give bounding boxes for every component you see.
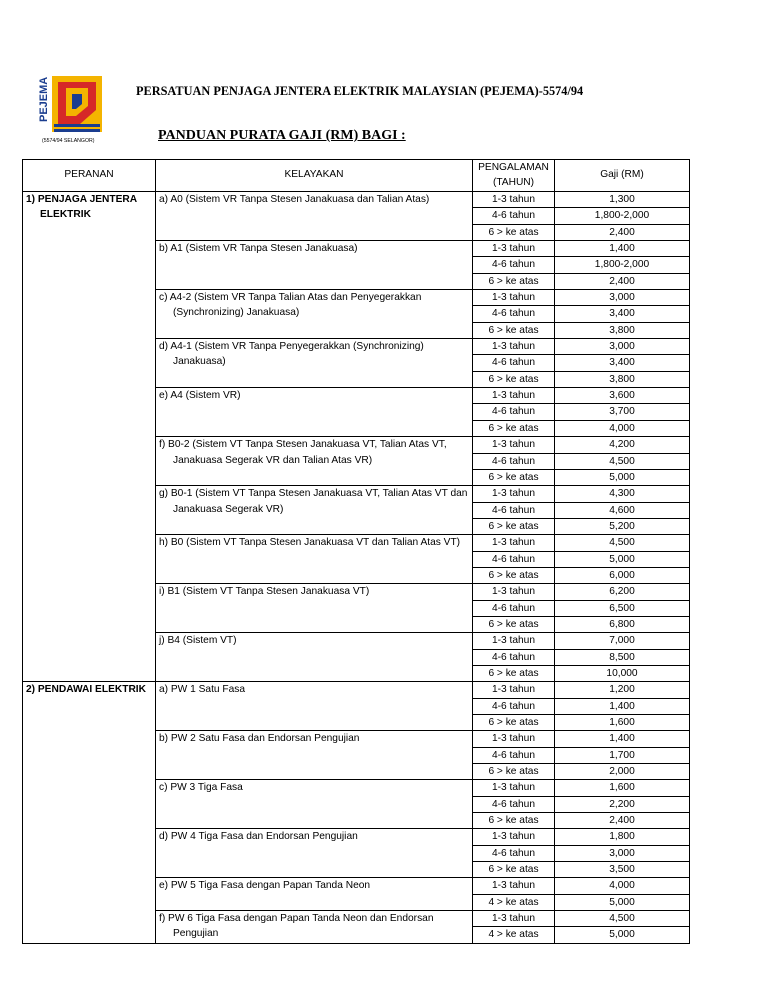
salary-cell: 1,400 [555, 731, 690, 747]
experience-cell: 4 > ke atas [473, 927, 555, 943]
logo-caption: (5574/94 SELANGOR) [42, 138, 95, 144]
experience-cell: 6 > ke atas [473, 567, 555, 583]
experience-cell: 6 > ke atas [473, 665, 555, 681]
experience-cell: 4-6 tahun [473, 845, 555, 861]
qualification-cell [156, 339, 473, 388]
salary-cell: 3,800 [555, 322, 690, 338]
experience-cell: 1-3 tahun [473, 829, 555, 845]
salary-cell: 1,800-2,000 [555, 208, 690, 224]
experience-cell: 4-6 tahun [473, 257, 555, 273]
experience-cell: 4-6 tahun [473, 404, 555, 420]
qualification-label: e) A4 (Sistem VR) [159, 390, 241, 402]
role-label: 1) PENJAGA JENTERA ELEKTRIK [26, 194, 137, 221]
salary-cell: 1,600 [555, 780, 690, 796]
qualification-label: a) A0 (Sistem VR Tanpa Stesen Janakuasa dan Talian Atas) [159, 194, 430, 205]
qualification-cell [156, 829, 473, 878]
qualification-label: i) B1 (Sistem VT Tanpa Stesen Janakuasa VT) [159, 586, 370, 598]
salary-cell: 4,200 [555, 437, 690, 453]
salary-cell: 8,500 [555, 649, 690, 665]
experience-cell: 4-6 tahun [473, 747, 555, 763]
salary-cell: 3,400 [555, 306, 690, 322]
qualification-cell [156, 878, 473, 911]
experience-cell: 1-3 tahun [473, 241, 555, 257]
experience-cell: 6 > ke atas [473, 518, 555, 534]
salary-cell: 4,300 [555, 486, 690, 502]
qualification-label: a) PW 1 Satu Fasa [159, 684, 246, 696]
salary-cell: 6,500 [555, 600, 690, 616]
qualification-label: d) PW 4 Tiga Fasa dan Endorsan Pengujian [159, 831, 358, 843]
qualification-label: c) PW 3 Tiga Fasa [159, 782, 243, 794]
salary-cell: 1,300 [555, 192, 690, 208]
salary-cell: 4,500 [555, 453, 690, 469]
salary-cell: 3,000 [555, 339, 690, 355]
role-cell [23, 192, 156, 682]
qualification-label: j) B4 (Sistem VT) [159, 635, 237, 647]
column-header: PERANAN [23, 160, 156, 192]
experience-cell: 6 > ke atas [473, 273, 555, 289]
salary-cell: 6,200 [555, 584, 690, 600]
experience-cell: 6 > ke atas [473, 862, 555, 878]
salary-cell: 2,000 [555, 764, 690, 780]
experience-cell: 4-6 tahun [473, 306, 555, 322]
salary-cell: 5,000 [555, 894, 690, 910]
salary-cell: 5,200 [555, 518, 690, 534]
salary-cell: 4,000 [555, 420, 690, 436]
salary-cell: 3,700 [555, 404, 690, 420]
experience-cell: 1-3 tahun [473, 388, 555, 404]
experience-cell: 6 > ke atas [473, 469, 555, 485]
qualification-cell [156, 486, 473, 535]
salary-cell: 6,800 [555, 616, 690, 632]
experience-cell: 1-3 tahun [473, 911, 555, 927]
salary-table [22, 159, 690, 944]
salary-cell: 10,000 [555, 665, 690, 681]
pejema-logo [36, 74, 104, 146]
salary-cell: 2,400 [555, 224, 690, 240]
salary-cell: 3,400 [555, 355, 690, 371]
table-row [23, 682, 690, 698]
experience-cell: 1-3 tahun [473, 682, 555, 698]
qualification-cell [156, 290, 473, 339]
salary-cell: 2,200 [555, 796, 690, 812]
experience-cell: 4 > ke atas [473, 894, 555, 910]
salary-cell: 2,400 [555, 273, 690, 289]
salary-cell: 1,400 [555, 241, 690, 257]
qualification-cell [156, 682, 473, 731]
qualification-label: f) B0-2 (Sistem VT Tanpa Stesen Janakuasa VT, Talian Atas VT, Janakuasa Segerak VR dan Talian Atas VR) [159, 439, 447, 466]
salary-cell: 1,800-2,000 [555, 257, 690, 273]
qualification-cell [156, 584, 473, 633]
experience-cell: 6 > ke atas [473, 224, 555, 240]
qualification-cell [156, 192, 473, 241]
experience-cell: 4-6 tahun [473, 502, 555, 518]
experience-cell: 1-3 tahun [473, 584, 555, 600]
salary-cell: 5,000 [555, 551, 690, 567]
salary-cell: 6,000 [555, 567, 690, 583]
qualification-cell [156, 388, 473, 437]
experience-cell: 4-6 tahun [473, 453, 555, 469]
experience-cell: 6 > ke atas [473, 764, 555, 780]
experience-cell: 6 > ke atas [473, 813, 555, 829]
salary-cell: 4,000 [555, 878, 690, 894]
experience-cell: 1-3 tahun [473, 339, 555, 355]
table-body [23, 192, 690, 944]
experience-cell: 4-6 tahun [473, 796, 555, 812]
experience-cell: 1-3 tahun [473, 535, 555, 551]
qualification-cell [156, 535, 473, 584]
qualification-cell [156, 437, 473, 486]
salary-cell: 1,400 [555, 698, 690, 714]
experience-cell: 4-6 tahun [473, 355, 555, 371]
experience-cell: 4-6 tahun [473, 649, 555, 665]
experience-cell: 6 > ke atas [473, 371, 555, 387]
qualification-label: d) A4-1 (Sistem VR Tanpa Penyegerakkan (Synchronizing) Janakuasa) [159, 341, 424, 368]
page-subtitle: PANDUAN PURATA GAJI (RM) BAGI : [158, 128, 406, 143]
column-header: PENGALAMAN (TAHUN) [473, 160, 555, 192]
experience-cell: 4-6 tahun [473, 551, 555, 567]
qualification-cell [156, 911, 473, 944]
salary-cell: 1,200 [555, 682, 690, 698]
salary-cell: 1,700 [555, 747, 690, 763]
qualification-cell [156, 241, 473, 290]
experience-cell: 1-3 tahun [473, 192, 555, 208]
salary-cell: 4,500 [555, 535, 690, 551]
qualification-label: g) B0-1 (Sistem VT Tanpa Stesen Janakuasa VT, Talian Atas VT dan Janakuasa Segerak VR) [159, 488, 468, 515]
experience-cell: 1-3 tahun [473, 486, 555, 502]
logo-text: PEJEMA [38, 76, 50, 122]
experience-cell: 6 > ke atas [473, 322, 555, 338]
salary-cell: 3,600 [555, 388, 690, 404]
salary-cell: 1,600 [555, 715, 690, 731]
role-cell [23, 682, 156, 944]
qualification-label: c) A4-2 (Sistem VR Tanpa Talian Atas dan Penyegerakkan (Synchronizing) Janakuasa) [159, 292, 422, 319]
experience-cell: 6 > ke atas [473, 616, 555, 632]
salary-cell: 1,800 [555, 829, 690, 845]
qualification-label: e) PW 5 Tiga Fasa dengan Papan Tanda Neon [159, 880, 371, 892]
experience-cell: 4-6 tahun [473, 208, 555, 224]
experience-cell: 1-3 tahun [473, 633, 555, 649]
salary-cell: 3,800 [555, 371, 690, 387]
role-label: 2) PENDAWAI ELEKTRIK [26, 684, 146, 696]
organization-title: PERSATUAN PENJAGA JENTERA ELEKTRIK MALAYSIAN (PEJEMA)-5574/94 [136, 84, 584, 98]
qualification-cell [156, 731, 473, 780]
column-header: KELAYAKAN [156, 160, 473, 192]
table-header-row [23, 160, 690, 192]
qualification-cell [156, 780, 473, 829]
salary-cell: 5,000 [555, 927, 690, 943]
experience-cell: 1-3 tahun [473, 780, 555, 796]
experience-cell: 6 > ke atas [473, 420, 555, 436]
salary-cell: 4,500 [555, 911, 690, 927]
salary-cell: 2,400 [555, 813, 690, 829]
qualification-label: f) PW 6 Tiga Fasa dengan Papan Tanda Neon dan Endorsan Pengujian [159, 913, 434, 940]
salary-cell: 4,600 [555, 502, 690, 518]
experience-cell: 1-3 tahun [473, 437, 555, 453]
experience-cell: 6 > ke atas [473, 715, 555, 731]
qualification-label: b) A1 (Sistem VR Tanpa Stesen Janakuasa) [159, 243, 358, 255]
qualification-cell [156, 633, 473, 682]
experience-cell: 1-3 tahun [473, 731, 555, 747]
experience-cell: 1-3 tahun [473, 878, 555, 894]
salary-cell: 3,500 [555, 862, 690, 878]
table-row [23, 192, 690, 208]
salary-cell: 5,000 [555, 469, 690, 485]
qualification-label: b) PW 2 Satu Fasa dan Endorsan Pengujian [159, 733, 360, 745]
experience-cell: 4-6 tahun [473, 698, 555, 714]
salary-cell: 3,000 [555, 290, 690, 306]
experience-cell: 1-3 tahun [473, 290, 555, 306]
salary-cell: 7,000 [555, 633, 690, 649]
column-header: Gaji (RM) [555, 160, 690, 192]
experience-cell: 4-6 tahun [473, 600, 555, 616]
qualification-label: h) B0 (Sistem VT Tanpa Stesen Janakuasa VT dan Talian Atas VT) [159, 537, 461, 549]
salary-cell: 3,000 [555, 845, 690, 861]
